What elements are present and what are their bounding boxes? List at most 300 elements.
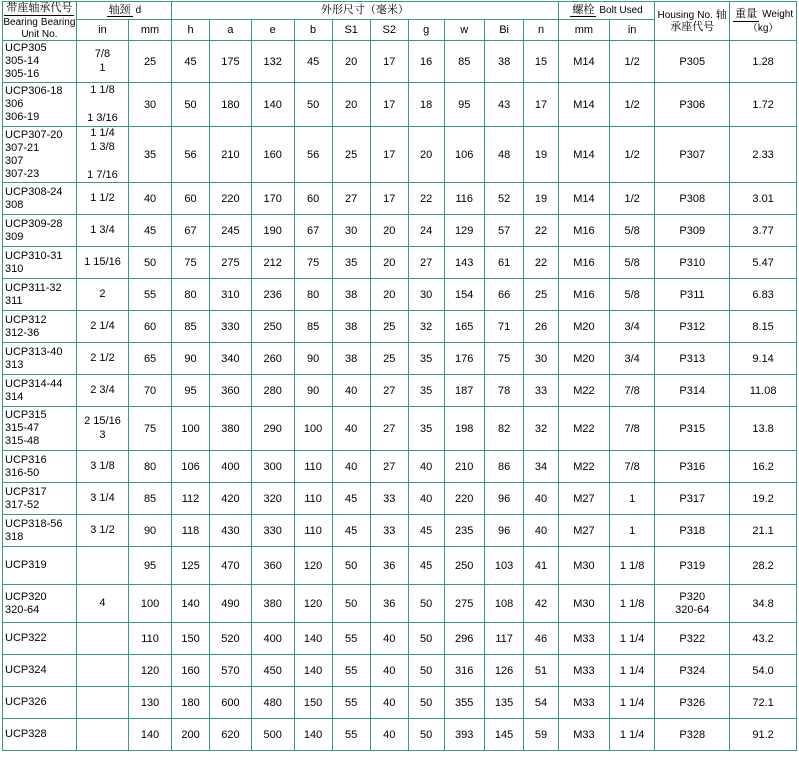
cell-h: 45 bbox=[171, 41, 209, 83]
housing-no-line: P320 bbox=[679, 591, 706, 604]
cell-weight: 13.8 bbox=[730, 407, 797, 451]
header-housing bbox=[655, 2, 730, 41]
housing-no-line: P315 bbox=[679, 422, 706, 435]
cell-bolt-mm: M33 bbox=[558, 719, 609, 751]
cell-g: 18 bbox=[408, 83, 444, 127]
cell-bolt-in: 1 1/4 bbox=[610, 719, 655, 751]
cell-w: 198 bbox=[444, 407, 484, 451]
bearing-no-line: UCP320 bbox=[5, 590, 47, 603]
shaft-dia-in-line: 4 bbox=[99, 596, 106, 609]
table-row bbox=[3, 311, 797, 343]
cell-bolt-mm: M20 bbox=[558, 311, 609, 343]
cell-bolt-in: 3/4 bbox=[610, 311, 655, 343]
bearing-no-line: 309 bbox=[5, 230, 24, 243]
cell-weight: 11.08 bbox=[730, 375, 797, 407]
shaft-dia-in-line: 2 3/4 bbox=[90, 383, 115, 396]
bearing-no-line: 307-21 bbox=[5, 141, 40, 154]
table-row bbox=[3, 515, 797, 547]
cell-g: 50 bbox=[408, 585, 444, 623]
cell-e: 280 bbox=[251, 375, 294, 407]
bearing-no-line: UCP315 bbox=[5, 409, 47, 422]
cell-s2: 40 bbox=[370, 719, 408, 751]
cell-s2: 20 bbox=[370, 215, 408, 247]
cell-bolt-mm: M14 bbox=[558, 41, 609, 83]
cell-s1: 20 bbox=[332, 83, 370, 127]
cell-housing-no bbox=[655, 183, 730, 215]
cell-e: 380 bbox=[251, 585, 294, 623]
cell-b: 110 bbox=[294, 451, 332, 483]
cell-weight: 43.2 bbox=[730, 623, 797, 655]
cell-a: 180 bbox=[210, 83, 252, 127]
cell-e: 400 bbox=[251, 623, 294, 655]
table-row bbox=[3, 483, 797, 515]
header-bolt bbox=[558, 2, 654, 20]
cell-h: 95 bbox=[171, 375, 209, 407]
shaft-dia-in-line: 1 3/4 bbox=[90, 223, 115, 236]
housing-no-line: P322 bbox=[679, 632, 706, 645]
cell-s2: 40 bbox=[370, 623, 408, 655]
bearing-no-line: UCP316 bbox=[5, 453, 47, 466]
shaft-dia-in-line: 1 15/16 bbox=[84, 255, 121, 268]
cell-b: 120 bbox=[294, 547, 332, 585]
housing-no-line: P309 bbox=[679, 224, 706, 237]
cell-s1: 40 bbox=[332, 407, 370, 451]
shaft-dia-in-line: 1 1/8 bbox=[90, 84, 115, 97]
cell-bearing-unit-no bbox=[3, 215, 77, 247]
cell-s2: 27 bbox=[370, 451, 408, 483]
bearing-no-line: UCP312 bbox=[5, 313, 47, 326]
cell-s1: 38 bbox=[332, 279, 370, 311]
cell-housing-no bbox=[655, 407, 730, 451]
cell-a: 430 bbox=[210, 515, 252, 547]
header-col-bolt-mm: mm bbox=[558, 20, 609, 41]
cell-e: 260 bbox=[251, 343, 294, 375]
cell-shaft-dia-mm: 35 bbox=[129, 127, 172, 183]
cell-e: 480 bbox=[251, 687, 294, 719]
cell-w: 235 bbox=[444, 515, 484, 547]
table-row bbox=[3, 127, 797, 183]
header-col-bi: Bi bbox=[484, 20, 523, 41]
housing-no-line: P328 bbox=[679, 728, 706, 741]
cell-weight: 2.33 bbox=[730, 127, 797, 183]
cell-a: 275 bbox=[210, 247, 252, 279]
header-weight bbox=[730, 2, 797, 41]
cell-e: 170 bbox=[251, 183, 294, 215]
cell-bearing-unit-no bbox=[3, 585, 77, 623]
shaft-dia-in-line bbox=[77, 664, 128, 678]
cell-shaft-dia-mm: 110 bbox=[129, 623, 172, 655]
cell-g: 50 bbox=[408, 655, 444, 687]
cell-h: 56 bbox=[171, 127, 209, 183]
header-bearing-unit-cn: 带座轴承代号 bbox=[6, 2, 73, 14]
cell-h: 140 bbox=[171, 585, 209, 623]
housing-no-line: P318 bbox=[679, 524, 706, 537]
cell-s1: 20 bbox=[332, 41, 370, 83]
table-row bbox=[3, 83, 797, 127]
cell-w: 393 bbox=[444, 719, 484, 751]
housing-no-line: P312 bbox=[679, 320, 706, 333]
cell-bolt-mm: M33 bbox=[558, 655, 609, 687]
bearing-no-line: UCP307-20 bbox=[5, 128, 63, 141]
cell-g: 32 bbox=[408, 311, 444, 343]
cell-shaft-dia-mm: 80 bbox=[129, 451, 172, 483]
cell-housing-no bbox=[655, 83, 730, 127]
cell-shaft-dia-in bbox=[76, 127, 128, 183]
cell-a: 600 bbox=[210, 687, 252, 719]
table-row bbox=[3, 183, 797, 215]
bearing-no-line: 312-36 bbox=[5, 326, 40, 339]
header-housing-en1: Housing bbox=[657, 9, 695, 21]
cell-n: 46 bbox=[524, 623, 559, 655]
cell-s2: 33 bbox=[370, 483, 408, 515]
cell-h: 160 bbox=[171, 655, 209, 687]
cell-bi: 43 bbox=[484, 83, 523, 127]
shaft-dia-in-line: 3 1/8 bbox=[90, 459, 115, 472]
cell-b: 75 bbox=[294, 247, 332, 279]
header-bearing-unit bbox=[3, 2, 77, 41]
bearing-no-line: UCP311-32 bbox=[5, 281, 62, 294]
cell-shaft-dia-mm: 100 bbox=[129, 585, 172, 623]
cell-g: 45 bbox=[408, 515, 444, 547]
shaft-dia-in-line bbox=[77, 728, 128, 742]
cell-n: 22 bbox=[524, 215, 559, 247]
shaft-dia-in-line: 1 3/16 bbox=[87, 111, 118, 124]
cell-shaft-dia-in bbox=[76, 83, 128, 127]
bearing-no-line: UCP306-18 bbox=[5, 85, 63, 98]
cell-bolt-mm: M27 bbox=[558, 483, 609, 515]
cell-s2: 25 bbox=[370, 311, 408, 343]
header-col-bolt-in: in bbox=[610, 20, 655, 41]
cell-bearing-unit-no bbox=[3, 655, 77, 687]
table-row bbox=[3, 451, 797, 483]
cell-n: 22 bbox=[524, 247, 559, 279]
bearing-no-line: UCP309-28 bbox=[5, 217, 63, 230]
cell-e: 500 bbox=[251, 719, 294, 751]
shaft-dia-in-line bbox=[77, 696, 128, 710]
bearing-no-line: 320-64 bbox=[5, 603, 40, 616]
cell-e: 140 bbox=[251, 83, 294, 127]
cell-housing-no bbox=[655, 687, 730, 719]
header-col-n: n bbox=[524, 20, 559, 41]
cell-s1: 40 bbox=[332, 451, 370, 483]
cell-bearing-unit-no bbox=[3, 41, 77, 83]
cell-bearing-unit-no bbox=[3, 407, 77, 451]
bearing-dimensions-table bbox=[2, 1, 797, 751]
bearing-no-line: UCP326 bbox=[5, 696, 47, 709]
cell-weight: 1.72 bbox=[730, 83, 797, 127]
cell-e: 212 bbox=[251, 247, 294, 279]
cell-shaft-dia-mm: 75 bbox=[129, 407, 172, 451]
cell-h: 125 bbox=[171, 547, 209, 585]
cell-shaft-dia-mm: 120 bbox=[129, 655, 172, 687]
header-weight-cn: 重量 bbox=[735, 8, 758, 21]
cell-s1: 55 bbox=[332, 655, 370, 687]
cell-e: 160 bbox=[251, 127, 294, 183]
cell-shaft-dia-mm: 60 bbox=[129, 311, 172, 343]
housing-no-line: P326 bbox=[679, 696, 706, 709]
cell-bi: 71 bbox=[484, 311, 523, 343]
cell-s1: 55 bbox=[332, 687, 370, 719]
cell-bi: 57 bbox=[484, 215, 523, 247]
cell-g: 16 bbox=[408, 41, 444, 83]
housing-no-line: P319 bbox=[679, 559, 706, 572]
cell-weight: 19.2 bbox=[730, 483, 797, 515]
cell-b: 140 bbox=[294, 623, 332, 655]
cell-bearing-unit-no bbox=[3, 623, 77, 655]
bearing-no-line: UCP308-24 bbox=[5, 185, 63, 198]
cell-shaft-dia-mm: 140 bbox=[129, 719, 172, 751]
cell-bolt-in: 1 bbox=[610, 515, 655, 547]
cell-bearing-unit-no bbox=[3, 451, 77, 483]
cell-shaft-dia-in bbox=[76, 311, 128, 343]
bearing-no-line: 307 bbox=[5, 154, 24, 167]
table-row bbox=[3, 585, 797, 623]
cell-shaft-dia-in bbox=[76, 41, 128, 83]
cell-a: 175 bbox=[210, 41, 252, 83]
header-weight-unit: （kg） bbox=[747, 22, 779, 34]
cell-w: 165 bbox=[444, 311, 484, 343]
cell-housing-no bbox=[655, 41, 730, 83]
cell-bolt-in: 5/8 bbox=[610, 279, 655, 311]
cell-shaft-dia-mm: 130 bbox=[129, 687, 172, 719]
cell-shaft-dia-in bbox=[76, 585, 128, 623]
cell-bi: 126 bbox=[484, 655, 523, 687]
cell-n: 42 bbox=[524, 585, 559, 623]
cell-shaft-dia-in bbox=[76, 183, 128, 215]
cell-bearing-unit-no bbox=[3, 279, 77, 311]
cell-n: 26 bbox=[524, 311, 559, 343]
cell-h: 67 bbox=[171, 215, 209, 247]
cell-b: 56 bbox=[294, 127, 332, 183]
housing-no-line: P324 bbox=[679, 664, 706, 677]
table-body bbox=[3, 41, 797, 751]
cell-s1: 35 bbox=[332, 247, 370, 279]
cell-b: 90 bbox=[294, 343, 332, 375]
cell-h: 90 bbox=[171, 343, 209, 375]
bearing-no-line: UCP317 bbox=[5, 485, 47, 498]
shaft-dia-in-line: 2 bbox=[99, 287, 106, 300]
cell-shaft-dia-mm: 40 bbox=[129, 183, 172, 215]
housing-no-line: P316 bbox=[679, 460, 706, 473]
shaft-dia-in-line: 3 1/2 bbox=[90, 523, 115, 536]
cell-w: 85 bbox=[444, 41, 484, 83]
cell-e: 330 bbox=[251, 515, 294, 547]
bearing-no-line: 305-16 bbox=[5, 68, 40, 81]
cell-h: 80 bbox=[171, 279, 209, 311]
cell-n: 51 bbox=[524, 655, 559, 687]
housing-no-line: P307 bbox=[679, 148, 706, 161]
header-col-mm: mm bbox=[129, 20, 172, 41]
cell-b: 100 bbox=[294, 407, 332, 451]
cell-bolt-in: 1 1/8 bbox=[610, 585, 655, 623]
bearing-no-line: 305-14 bbox=[5, 55, 40, 68]
cell-w: 210 bbox=[444, 451, 484, 483]
cell-bolt-mm: M16 bbox=[558, 247, 609, 279]
cell-n: 25 bbox=[524, 279, 559, 311]
cell-n: 32 bbox=[524, 407, 559, 451]
cell-a: 470 bbox=[210, 547, 252, 585]
cell-b: 150 bbox=[294, 687, 332, 719]
shaft-dia-in-line: 2 1/2 bbox=[90, 351, 115, 364]
cell-weight: 16.2 bbox=[730, 451, 797, 483]
header-col-s2: S2 bbox=[370, 20, 408, 41]
cell-bearing-unit-no bbox=[3, 719, 77, 751]
cell-housing-no bbox=[655, 547, 730, 585]
cell-bolt-in: 1 bbox=[610, 483, 655, 515]
cell-bolt-mm: M14 bbox=[558, 127, 609, 183]
cell-bolt-mm: M27 bbox=[558, 515, 609, 547]
bearing-no-line: UCP318-56 bbox=[5, 517, 63, 530]
table-row bbox=[3, 687, 797, 719]
cell-weight: 72.1 bbox=[730, 687, 797, 719]
cell-housing-no bbox=[655, 451, 730, 483]
cell-g: 35 bbox=[408, 343, 444, 375]
shaft-dia-in-line: 7/8 bbox=[94, 48, 111, 61]
cell-a: 220 bbox=[210, 183, 252, 215]
cell-b: 140 bbox=[294, 719, 332, 751]
cell-w: 106 bbox=[444, 127, 484, 183]
bearing-no-line: 313 bbox=[5, 358, 24, 371]
cell-s1: 40 bbox=[332, 375, 370, 407]
cell-a: 400 bbox=[210, 451, 252, 483]
table-row bbox=[3, 247, 797, 279]
cell-e: 360 bbox=[251, 547, 294, 585]
cell-bi: 145 bbox=[484, 719, 523, 751]
cell-w: 187 bbox=[444, 375, 484, 407]
housing-no-line: P314 bbox=[679, 384, 706, 397]
shaft-dia-in-line: 1 1/2 bbox=[90, 191, 115, 204]
cell-b: 140 bbox=[294, 655, 332, 687]
cell-n: 19 bbox=[524, 127, 559, 183]
cell-s2: 27 bbox=[370, 407, 408, 451]
cell-h: 106 bbox=[171, 451, 209, 483]
cell-weight: 3.01 bbox=[730, 183, 797, 215]
cell-housing-no bbox=[655, 311, 730, 343]
cell-bi: 61 bbox=[484, 247, 523, 279]
cell-shaft-dia-mm: 65 bbox=[129, 343, 172, 375]
table-row bbox=[3, 41, 797, 83]
cell-w: 296 bbox=[444, 623, 484, 655]
header-shaft-dia-cn: 轴颈 bbox=[108, 3, 131, 16]
cell-e: 236 bbox=[251, 279, 294, 311]
cell-weight: 1.28 bbox=[730, 41, 797, 83]
cell-shaft-dia-in bbox=[76, 655, 128, 687]
cell-shaft-dia-in bbox=[76, 215, 128, 247]
cell-shaft-dia-in bbox=[76, 623, 128, 655]
housing-no-line: P306 bbox=[679, 98, 706, 111]
cell-bolt-in: 5/8 bbox=[610, 247, 655, 279]
cell-s1: 45 bbox=[332, 483, 370, 515]
cell-bi: 86 bbox=[484, 451, 523, 483]
cell-h: 112 bbox=[171, 483, 209, 515]
header-bolt-cn: 螺栓 bbox=[572, 3, 595, 16]
cell-housing-no bbox=[655, 215, 730, 247]
housing-no-line: P311 bbox=[679, 288, 705, 301]
cell-h: 50 bbox=[171, 83, 209, 127]
cell-h: 85 bbox=[171, 311, 209, 343]
cell-a: 570 bbox=[210, 655, 252, 687]
housing-no-line: P313 bbox=[679, 352, 706, 365]
cell-bolt-mm: M22 bbox=[558, 451, 609, 483]
cell-bi: 48 bbox=[484, 127, 523, 183]
cell-s2: 27 bbox=[370, 375, 408, 407]
cell-a: 340 bbox=[210, 343, 252, 375]
cell-bolt-in: 5/8 bbox=[610, 215, 655, 247]
cell-bearing-unit-no bbox=[3, 343, 77, 375]
table-row bbox=[3, 719, 797, 751]
table-row bbox=[3, 279, 797, 311]
bearing-no-line: UCP310-31 bbox=[5, 249, 63, 262]
cell-bi: 96 bbox=[484, 515, 523, 547]
table-row bbox=[3, 407, 797, 451]
header-housing-en2: No. bbox=[697, 9, 713, 21]
shaft-dia-in-line: 1 1/4 bbox=[90, 127, 115, 140]
cell-w: 95 bbox=[444, 83, 484, 127]
cell-w: 176 bbox=[444, 343, 484, 375]
bearing-no-line: UCP313-40 bbox=[5, 345, 63, 358]
cell-w: 154 bbox=[444, 279, 484, 311]
cell-housing-no bbox=[655, 375, 730, 407]
cell-bolt-mm: M22 bbox=[558, 375, 609, 407]
cell-s1: 50 bbox=[332, 547, 370, 585]
cell-bolt-in: 1/2 bbox=[610, 83, 655, 127]
cell-g: 20 bbox=[408, 127, 444, 183]
cell-n: 17 bbox=[524, 83, 559, 127]
cell-housing-no bbox=[655, 483, 730, 515]
bearing-no-line: UCP322 bbox=[5, 632, 47, 645]
header-col-b: b bbox=[294, 20, 332, 41]
bearing-no-line: 306-19 bbox=[5, 111, 40, 124]
cell-a: 245 bbox=[210, 215, 252, 247]
shaft-dia-in-line bbox=[77, 98, 128, 112]
cell-n: 30 bbox=[524, 343, 559, 375]
cell-shaft-dia-mm: 95 bbox=[129, 547, 172, 585]
cell-a: 520 bbox=[210, 623, 252, 655]
cell-bolt-in: 1 1/4 bbox=[610, 655, 655, 687]
cell-n: 19 bbox=[524, 183, 559, 215]
cell-bearing-unit-no bbox=[3, 375, 77, 407]
cell-w: 143 bbox=[444, 247, 484, 279]
cell-n: 54 bbox=[524, 687, 559, 719]
cell-bolt-mm: M22 bbox=[558, 407, 609, 451]
cell-shaft-dia-mm: 50 bbox=[129, 247, 172, 279]
bearing-no-line: 317-52 bbox=[5, 498, 40, 511]
table-row bbox=[3, 343, 797, 375]
cell-b: 120 bbox=[294, 585, 332, 623]
table-row bbox=[3, 655, 797, 687]
cell-bearing-unit-no bbox=[3, 483, 77, 515]
cell-g: 50 bbox=[408, 719, 444, 751]
table-row bbox=[3, 623, 797, 655]
cell-b: 85 bbox=[294, 311, 332, 343]
cell-s1: 55 bbox=[332, 719, 370, 751]
cell-bolt-mm: M20 bbox=[558, 343, 609, 375]
housing-no-line: P310 bbox=[679, 256, 706, 269]
cell-housing-no bbox=[655, 343, 730, 375]
cell-bolt-in: 7/8 bbox=[610, 375, 655, 407]
cell-housing-no bbox=[655, 247, 730, 279]
cell-g: 35 bbox=[408, 407, 444, 451]
cell-shaft-dia-mm: 85 bbox=[129, 483, 172, 515]
cell-shaft-dia-mm: 25 bbox=[129, 41, 172, 83]
cell-g: 45 bbox=[408, 547, 444, 585]
cell-s2: 17 bbox=[370, 83, 408, 127]
cell-e: 320 bbox=[251, 483, 294, 515]
cell-s1: 45 bbox=[332, 515, 370, 547]
cell-shaft-dia-in bbox=[76, 407, 128, 451]
shaft-dia-in-line: 3 bbox=[99, 428, 106, 441]
cell-n: 59 bbox=[524, 719, 559, 751]
